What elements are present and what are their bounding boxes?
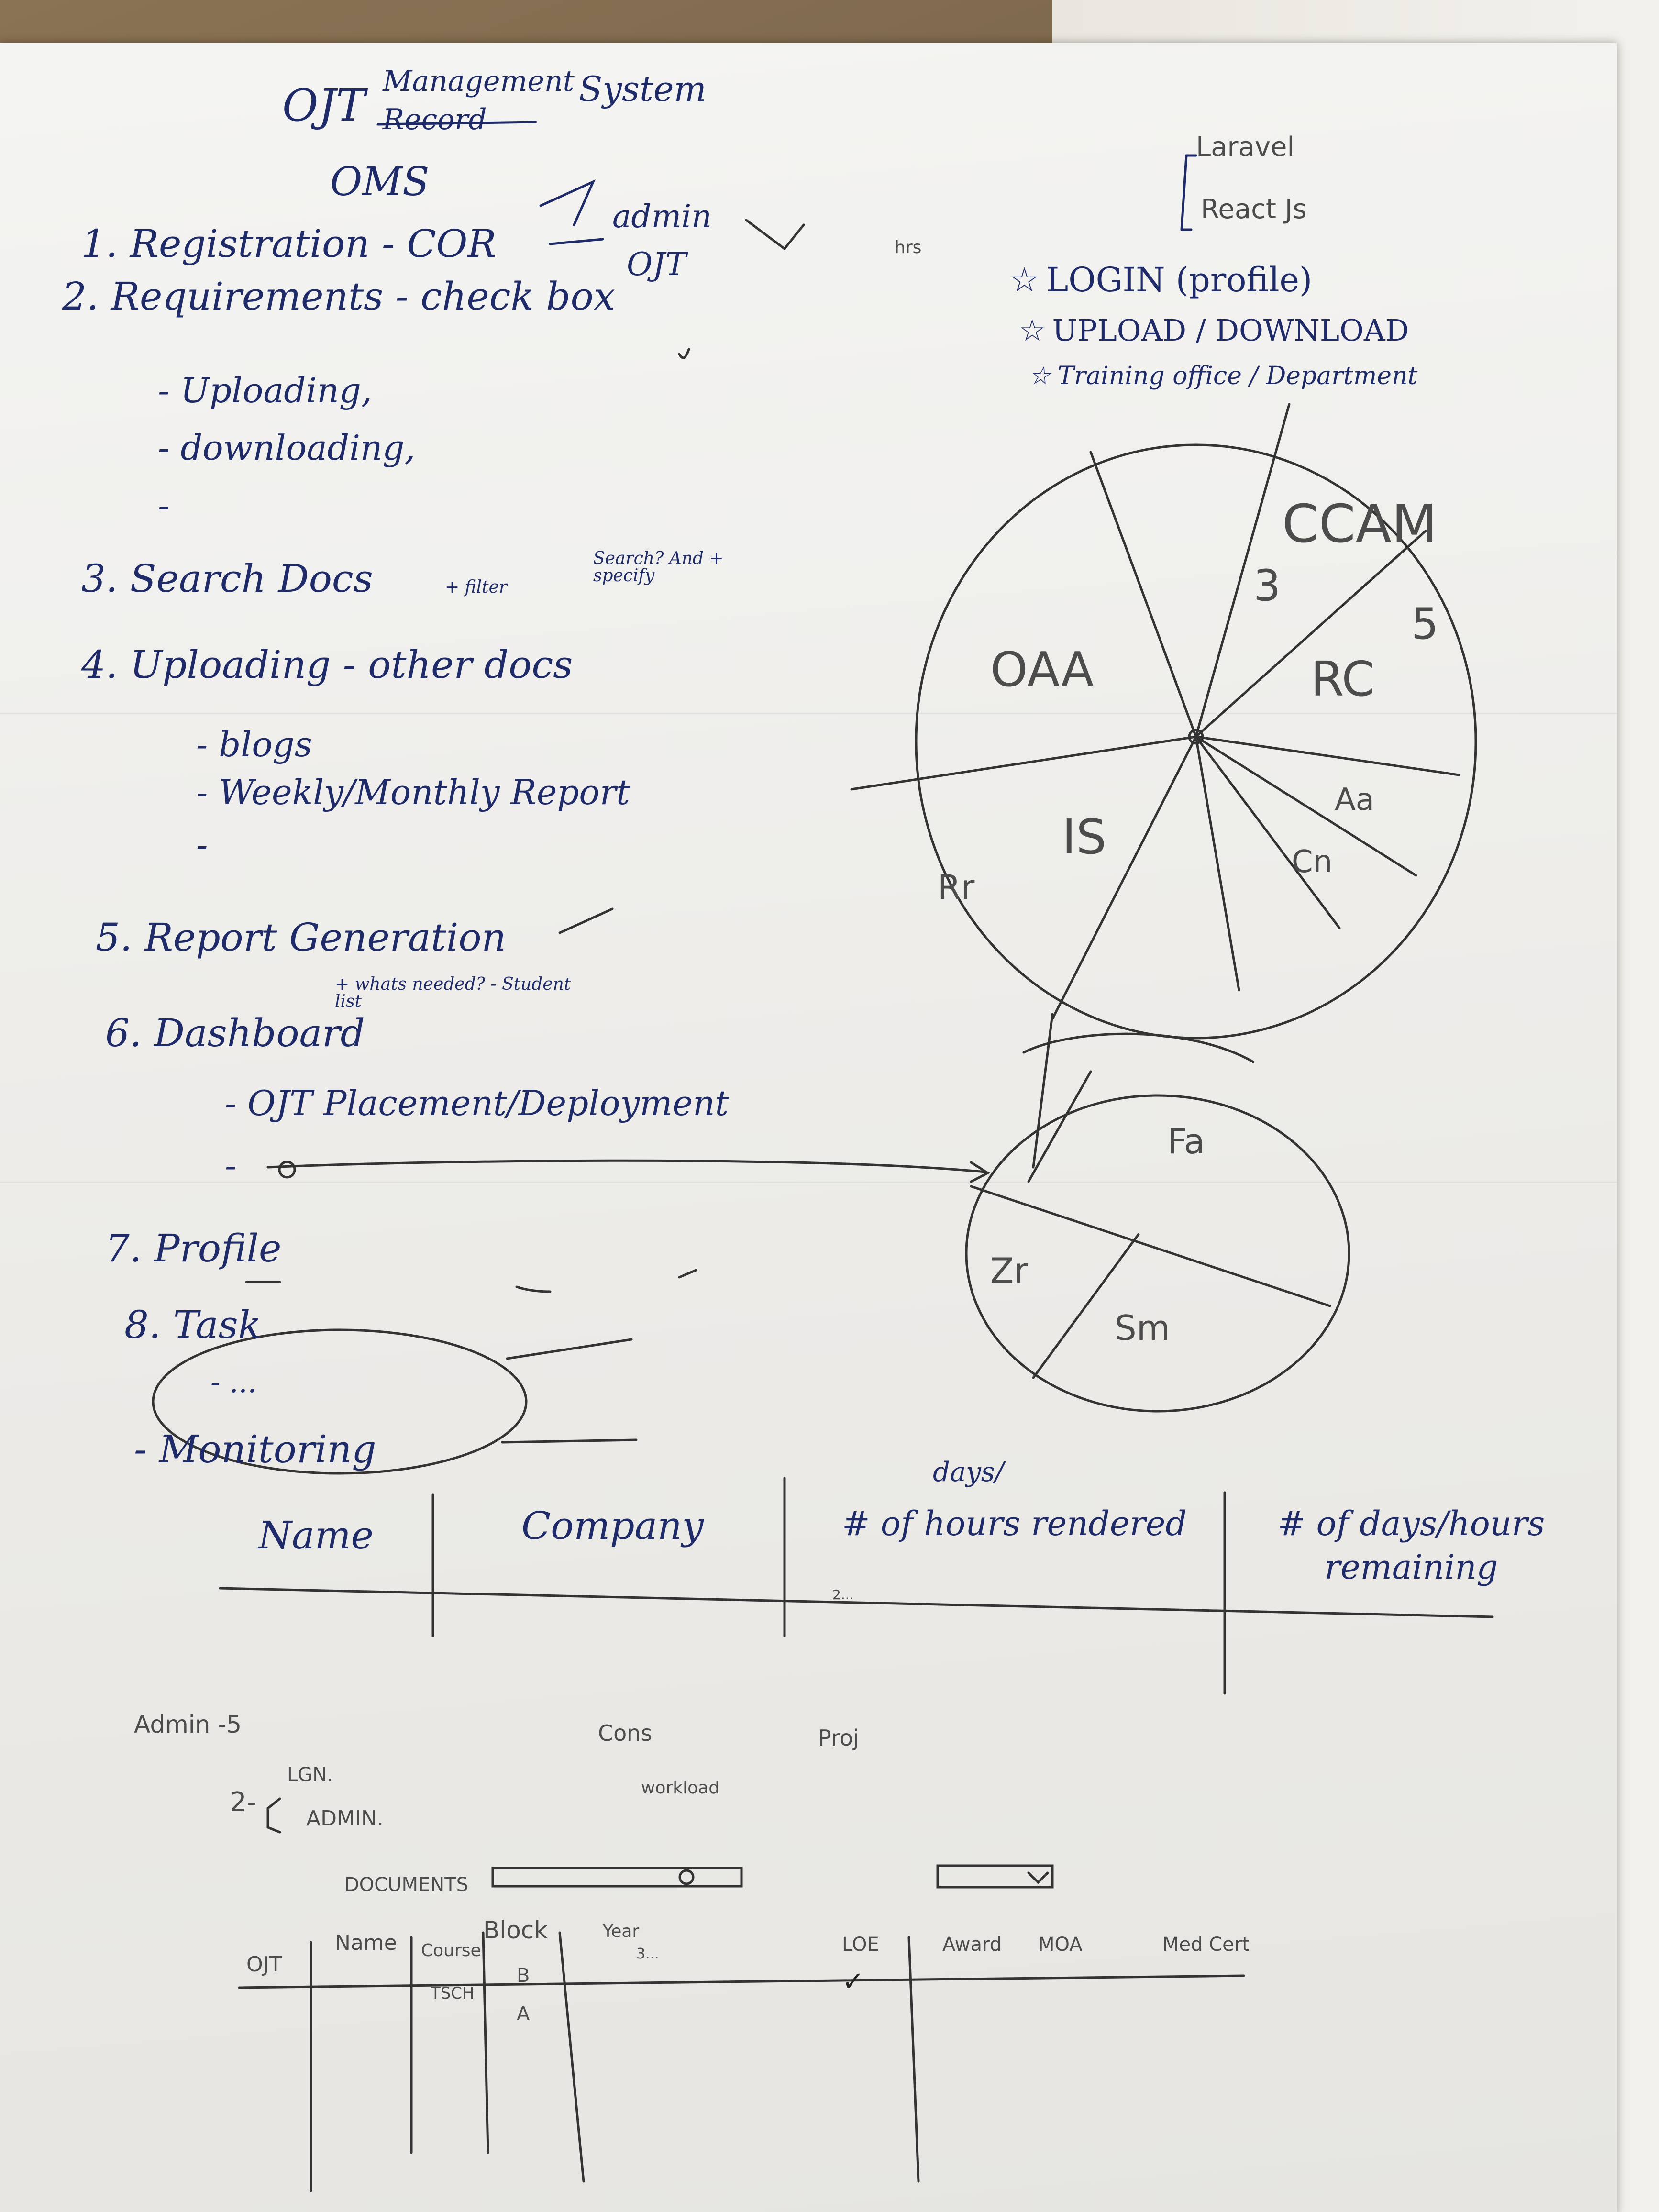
scribble-mark (502, 1440, 636, 1442)
bottom-column: Name (335, 1931, 397, 1955)
big-pie-slice-line (1196, 737, 1459, 775)
table-rule (220, 1588, 1493, 1617)
list-note: + filter (445, 577, 508, 597)
scribble-mark (507, 1339, 631, 1359)
list-item: 1. Registration - COR (81, 221, 497, 266)
small-pie-slice-line (1033, 1234, 1139, 1378)
pie-label: RC (1311, 651, 1375, 707)
sub-item: - (196, 825, 208, 865)
title-prefix: OJT (282, 80, 365, 131)
pie-label: IS (1062, 809, 1106, 865)
stack-item: Laravel (1196, 132, 1295, 163)
pie-label: Aa (1335, 782, 1374, 818)
bottom-workload: workload (641, 1778, 720, 1798)
list-note: Search? And + specify (593, 549, 724, 586)
star-icon: ☆ (1029, 362, 1051, 390)
bottom-item: ADMIN. (306, 1806, 384, 1831)
search-icon-sketch (680, 1870, 693, 1884)
pie-label: Sm (1115, 1308, 1170, 1348)
admin-line (550, 239, 603, 244)
sub-item: - (225, 1145, 237, 1185)
pie-label: Cn (1292, 844, 1333, 880)
big-pie-slice-line (852, 737, 1196, 789)
bottom-prefix: 2- (230, 1787, 256, 1818)
list-item: - Monitoring (134, 1427, 376, 1471)
bottom-column: MOA (1038, 1934, 1083, 1956)
dropdown-arrow-sketch (1029, 1873, 1048, 1882)
bottom-cell: A (517, 2003, 530, 2025)
tick-mark (679, 1270, 696, 1277)
bottom-column: LOE (842, 1934, 879, 1956)
list-item: 7. Profile (105, 1226, 282, 1271)
pie-label: 5 (1411, 599, 1439, 649)
bottom-column: Year (603, 1922, 640, 1941)
bottom-admin: Admin -5 (134, 1711, 242, 1738)
bottom-cons: Cons (598, 1720, 653, 1746)
pie-label: Rr (938, 868, 975, 907)
arrow-tail (279, 1162, 295, 1177)
feature-item: ☆ LOGIN (profile) (1009, 260, 1313, 299)
table-header: Company (521, 1504, 704, 1548)
pie-label: Fa (1167, 1121, 1205, 1161)
dashboard-arrow (268, 1161, 985, 1172)
pie-label: CCAM (1282, 493, 1437, 554)
feature-item: ☆ Training office / Department (1029, 362, 1418, 390)
bottom-column: Award (942, 1934, 1002, 1956)
stack-item: React Js (1201, 194, 1307, 225)
sub-item: - blogs (196, 724, 312, 764)
title-insert: Management (383, 65, 575, 98)
list-item: 8. Task (124, 1303, 262, 1347)
check-icon: ✓ (842, 1966, 864, 1997)
tick-mark (517, 1287, 550, 1292)
sub-item: - ... (210, 1366, 257, 1399)
table-insert: days/ (933, 1457, 1004, 1488)
bottom-item: DOCUMENTS (344, 1874, 469, 1896)
big-pie-slice-line (1052, 737, 1196, 1019)
table-header: Name (258, 1513, 374, 1558)
sub-item: - OJT Placement/Deployment (225, 1083, 729, 1123)
bracket-mark (268, 1799, 280, 1832)
list-item: 6. Dashboard (105, 1011, 365, 1055)
bottom-table-divider (909, 1937, 918, 2181)
bottom-column: Med Cert (1162, 1934, 1250, 1956)
ojt-label: OJT (627, 246, 686, 283)
bottom-column: Block (483, 1916, 548, 1944)
dropdown-sketch (938, 1866, 1052, 1887)
bottom-proj: Proj (818, 1725, 859, 1751)
big-pie-slice-line (1091, 452, 1196, 737)
title-acronym: OMS (330, 159, 430, 205)
star-icon: ☆ (1019, 313, 1046, 348)
bottom-cell: TSCH (431, 1984, 475, 2003)
bottom-item: LGN. (287, 1764, 333, 1786)
bottom-table-divider (560, 1933, 584, 2181)
check-mark (560, 909, 612, 933)
admin-arrow (541, 182, 593, 225)
pie-label: OAA (990, 641, 1094, 697)
title-suffix: System (579, 69, 707, 109)
tick-mark (679, 349, 689, 358)
list-item: 4. Uploading - other docs (81, 642, 573, 687)
bottom-cell: 3... (636, 1946, 659, 1962)
bottom-cell: B (517, 1965, 530, 1987)
sub-item: - downloading, (158, 428, 416, 468)
search-box-sketch (493, 1868, 741, 1886)
list-item: 2. Requirements - check box (62, 274, 615, 319)
check-mark (746, 220, 804, 249)
sub-item: - (158, 485, 170, 525)
bottom-column: Course (421, 1941, 481, 1960)
feature-item: ☆ UPLOAD / DOWNLOAD (1019, 313, 1409, 348)
pie-label: 3 (1253, 561, 1281, 611)
bottom-table-rule (239, 1976, 1244, 1988)
sub-item: - Weekly/Monthly Report (196, 772, 630, 812)
pie-label: Zr (990, 1250, 1028, 1291)
title-crossed-out: Record (383, 103, 487, 136)
stack-bracket (1182, 155, 1186, 230)
big-pie-slice-line (1196, 737, 1339, 928)
list-note: + whats needed? - Student list (335, 974, 571, 1011)
table-cell: 2... (832, 1587, 854, 1603)
big-pie-slice-line (1196, 737, 1239, 990)
table-header: # of hours rendered (842, 1504, 1187, 1543)
bottom-table-divider (483, 1933, 488, 2153)
features-note: hrs (895, 238, 922, 257)
star-icon: ☆ (1009, 260, 1040, 299)
admin-label: admin (612, 198, 712, 235)
bottom-column: OJT (246, 1952, 282, 1977)
sub-item: - Uploading, (158, 370, 372, 410)
list-item: 3. Search Docs (81, 556, 373, 601)
table-header: # of days/hours remaining (1277, 1504, 1545, 1587)
list-item: 5. Report Generation (96, 915, 507, 960)
